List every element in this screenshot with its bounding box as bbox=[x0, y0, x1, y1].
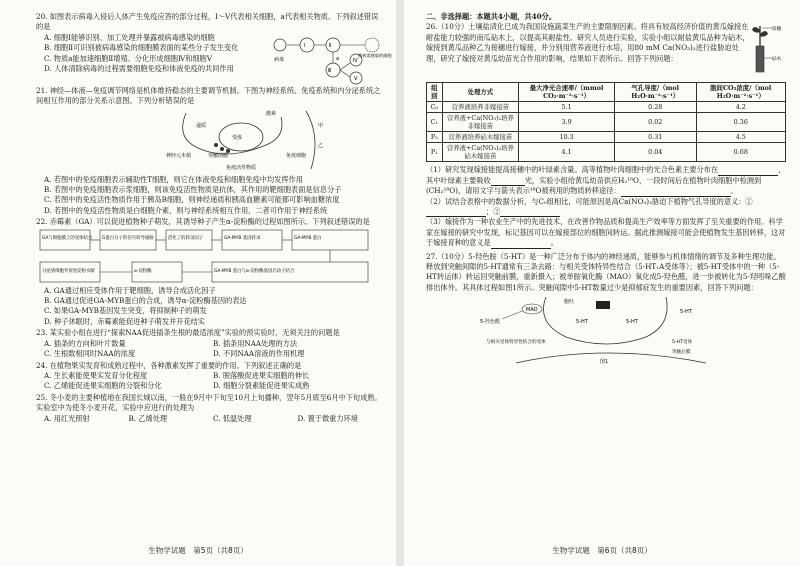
q24-stem: 24. 在植物果实发育和成熟过程中，各种激素发挥了重要的作用。下列叙述正确的是 bbox=[36, 360, 302, 370]
page-gutter bbox=[396, 0, 404, 566]
q27-stem: 27.（10分）5-羟色胺（5-HT）是一种广泛分布于体内的神经递质，能够参与机体情绪的调节及多种生理功能。释放到突触间隙的5-HT通常有三条去路：与相关受体特异性结合（5-HT₁A受体等）；被5-HT受体中的一种（5-HT转运体）转运回突触前膜，重新摄入；被单胺氧化酶（MAO）氧化成5-羟色醛，进一步被转化为5-羟吲哚乙酸排出体外。其具体过程如图1所示。突触间隙中5-HT数量过少是抑郁症发生的重要因素，回答下列问题： bbox=[426, 251, 786, 292]
table-cell: 0.02 bbox=[614, 113, 696, 132]
q20-stem: 20. 如图表示病毒入侵后人体产生免疫应答的部分过程，Ⅰ～Ⅴ代表相关细胞，a代表相关物质。下列叙述错误的是 bbox=[36, 12, 379, 32]
q24-option-d: D. 细胞分裂素能促进果实成熟 bbox=[213, 381, 310, 391]
table-cell: C₁ bbox=[427, 113, 443, 132]
table-cell: 10.3 bbox=[519, 132, 615, 143]
q26-part-3 bbox=[426, 217, 786, 248]
q20-label-a: a bbox=[336, 55, 340, 62]
q27-label-receptor: 5-HT受体 bbox=[672, 340, 693, 346]
section-heading: 二、非选择题：本题共4小题，共40分。 bbox=[426, 12, 557, 21]
q23-option-c: C. 生根数相同时NAA的浓度 bbox=[44, 349, 136, 359]
question-23 bbox=[36, 328, 382, 359]
q27-label-product: 5-羟色醛 bbox=[480, 319, 500, 326]
table-row bbox=[427, 132, 786, 143]
left-column bbox=[36, 12, 392, 425]
right-page bbox=[404, 0, 800, 566]
q20-option-a: A. 细胞Ⅰ能够识别、加工处理并暴露被病毒感染的细胞 bbox=[44, 32, 215, 42]
q27-label-release: 胞吐 bbox=[564, 299, 575, 306]
q26-col-co2: 胞间CO₂浓度/（mol H₂O·m⁻²·s⁻¹） bbox=[696, 83, 785, 102]
q27-synapse-diagram bbox=[476, 293, 736, 365]
table-cell: 0.68 bbox=[696, 143, 785, 162]
question-22 bbox=[36, 217, 382, 327]
q22-box-5: GA-MYB 蛋白与α-淀粉酶基因启动子结合 bbox=[214, 268, 295, 274]
question-26 bbox=[426, 22, 786, 248]
answer-blank[interactable] bbox=[426, 209, 486, 217]
q27-label-5ht-3: 5-HT bbox=[680, 309, 692, 316]
q24-option-a: A. 生长素能使果实发育分化程度 bbox=[44, 370, 148, 380]
q21-option-c: C. 若图中的免疫活性物质作用于胰岛B细胞，则神经递质和胰高血糖素可能都可影响血糖浓度 bbox=[44, 195, 340, 205]
q26-col-treatment: 处理方式 bbox=[442, 83, 519, 102]
q21-label-cytokine: 免疫活性物质 bbox=[226, 164, 257, 171]
table-cell: 5.1 bbox=[519, 102, 615, 113]
table-cell: 营养液+Ca(NO₃)₂培养砧木嫁接苗 bbox=[442, 143, 519, 162]
q21-label-immune-cell: 免疫细胞 bbox=[286, 152, 307, 159]
q26-label-rootstock: 砧木 bbox=[772, 57, 782, 63]
answer-blank[interactable] bbox=[718, 168, 778, 176]
q26-label-scion: 接穗 bbox=[772, 27, 782, 33]
answer-blank[interactable] bbox=[621, 189, 731, 197]
q22-box-6: 分泌到细胞外促进淀粉水解 bbox=[42, 268, 95, 274]
q22-box-2: G蛋白分子的信号转导通路 bbox=[102, 235, 154, 241]
q25-option-b: B. 乙烯处理 bbox=[128, 413, 168, 423]
q25-option-d: D. 置于微重力环境 bbox=[297, 413, 358, 423]
q21-label-hormone: 激素 bbox=[266, 110, 277, 117]
q20-option-c: C. 物质a能加速细胞Ⅱ增殖、分化形成细胞Ⅳ和细胞Ⅴ bbox=[44, 53, 212, 63]
table-cell: P₀ bbox=[427, 132, 443, 143]
q24-option-c: C. 乙烯能促进果实细胞的分裂和分化 bbox=[44, 381, 162, 391]
q20-label-ii: Ⅱ bbox=[329, 42, 332, 49]
q22-option-d: D. 种子休眠时，赤霉素能促进种子萌发并开花结实 bbox=[44, 316, 206, 326]
q22-box-8: GA-MYB 蛋白 bbox=[294, 235, 322, 241]
q25-option-a: A. 用红光照射 bbox=[44, 413, 90, 423]
q27-figure-caption: 图1 bbox=[600, 359, 609, 366]
table-cell: P₁ bbox=[427, 143, 443, 162]
q22-box-7: α-淀粉酶 bbox=[134, 268, 152, 274]
q25-option-c: C. 低温处理 bbox=[213, 413, 252, 423]
q26-p1a: （1）研究发现嫁接能提高接穗中的叶绿素含量。高等植物叶肉细胞中的光合色素主要分布在 bbox=[426, 165, 719, 175]
q23-option-b: B. 插条用NAA处理的方法 bbox=[213, 338, 298, 348]
q27-label-postsynaptic: 突触后膜 bbox=[672, 350, 691, 356]
table-cell: 营养液+Ca(NO₃)₂培养非嫁接苗 bbox=[442, 113, 519, 132]
q21-option-d: D. 若图中的免疫活性物质是白细胞介素，则与神经系统相互作用，二者可作用于神经系统 bbox=[44, 205, 328, 215]
q21-stem: 21. 神经—体液—免疫调节网络是机体维持稳态的主要调节机制。下图为神经系统、免疫系统和内分泌系统之间相互作用的部分关系示意图。下列分析错误的是 bbox=[36, 85, 381, 106]
q20-label-iv: Ⅳ bbox=[353, 57, 358, 64]
q22-stem: 22. 赤霉素（GA）可以促进植物种子萌发，其诱导种子产生α-淀粉酶的过程如图所示。下列叙述错误的是 bbox=[36, 217, 370, 227]
table-cell: 营养液培养砧木嫁接苗 bbox=[442, 132, 519, 143]
q24-option-b: B. 脱落酸促进果实细胞的伸长 bbox=[213, 370, 310, 380]
q22-ga-pathway-diagram bbox=[36, 228, 376, 286]
q27-label-5ht-1: 5-HT bbox=[576, 319, 588, 326]
answer-blank[interactable] bbox=[500, 209, 560, 217]
q26-part-1 bbox=[426, 165, 786, 196]
q20-infected-cell bbox=[365, 38, 379, 52]
q26-p1d: 。 bbox=[730, 186, 738, 196]
q21-label-signal: 突触前膜 bbox=[208, 152, 229, 159]
left-page bbox=[0, 0, 396, 566]
q26-p2b: ；② bbox=[486, 207, 501, 217]
q21-label-transmitter: 递质 bbox=[196, 122, 207, 129]
table-cell: 0.28 bbox=[614, 102, 696, 113]
q21-label-receptor: 受体 bbox=[232, 134, 243, 141]
q20-cell-i bbox=[300, 38, 314, 52]
table-cell: 0.31 bbox=[614, 132, 696, 143]
table-cell: 0.36 bbox=[696, 113, 785, 132]
table-cell: 营养液培养非嫁接苗 bbox=[442, 102, 519, 113]
q26-p1b: ，其中叶绿素主要吸收 bbox=[426, 165, 786, 185]
q21-network-diagram bbox=[36, 107, 376, 175]
q26-col-group: 组别 bbox=[427, 83, 443, 102]
answer-blank[interactable] bbox=[491, 178, 525, 186]
table-row bbox=[427, 102, 786, 113]
table-cell: 3.9 bbox=[519, 113, 615, 132]
q26-stem: 26.（10分）土壤盐渍化已成为我国设施蔬菜生产的主要限制因素。将具有较高经济价值的黄瓜嫁接在耐盐能力较强的南瓜砧木上，以提高其耐盐性。研究人员进行实验，实验小组以耐盐黄瓜品种为砧木，嫁接到黄瓜品种乙为接穗进行嫁接，并分别用营养液进行水培，用80 mM Ca(NO₃)₂进行盐胁迫处理，研究了嫁接对黄瓜幼苗光合作用的影响，结果如下表所示。回答下列问题： bbox=[426, 22, 750, 63]
q21-label-nerve: 神经元末梢 bbox=[166, 152, 192, 159]
q20-option-d: D. 人体清除病毒的过程需要细胞免疫和体液免疫的共同作用 bbox=[44, 64, 234, 74]
q26-part-2 bbox=[426, 197, 786, 218]
question-27 bbox=[426, 252, 786, 366]
q26-p2: （2）试结合表格中的数据分析，与C₀组相比，可能原因是高Ca(NO₃)₂胁迫下植物气孔导度的意义：① bbox=[426, 196, 753, 206]
question-25 bbox=[36, 393, 382, 424]
q27-label-transporter: 与相关受体特异性结合的受体 bbox=[486, 340, 546, 346]
q20-label-v: Ⅴ bbox=[354, 75, 358, 82]
table-row bbox=[427, 143, 786, 162]
q22-option-c: C. 如果GA-MYB基因发生突变，将抑制种子的萌发 bbox=[44, 306, 207, 316]
q20-virus-icon bbox=[274, 39, 286, 51]
q26-col-stomatal: 气孔导度/（mol H₂O·m⁻²·s⁻¹） bbox=[614, 83, 696, 102]
q26-data-table bbox=[426, 82, 786, 162]
q22-option-b: B. GA通过促进GA-MYB蛋白的合成，诱导α-淀粉酶基因的表达 bbox=[44, 296, 247, 306]
q26-table-header-row bbox=[427, 83, 786, 102]
q27-label-mao: MAO bbox=[526, 307, 538, 314]
right-page-footer: 生物学试题 第6页（共8页） bbox=[552, 546, 652, 555]
q20-label-infected: 被病毒感染的细胞 bbox=[358, 52, 392, 58]
q26-p3b: 。 bbox=[550, 238, 558, 248]
q27-label-5ht-2: 5-HT bbox=[626, 319, 638, 326]
q20-label-virus: 病毒 bbox=[274, 56, 285, 63]
q23-option-d: D. 不同NAA溶液的作用机理 bbox=[213, 349, 305, 359]
q20-immune-diagram bbox=[270, 33, 392, 85]
question-24 bbox=[36, 361, 382, 392]
question-21 bbox=[36, 86, 382, 216]
question-20 bbox=[36, 12, 392, 85]
q23-option-a: A. 插条的方向和叶片数量 bbox=[44, 338, 126, 348]
q26-graft-diagram bbox=[750, 22, 786, 80]
table-cell: 4.5 bbox=[696, 132, 785, 143]
q25-stem: 25. 冬小麦的主要种植地在我国长城以南，一般在9月中下旬至10月上旬播种，翌年5月底至6月中下旬成熟。实验室中为使冬小麦开花，实验中应进行的处理为 bbox=[36, 392, 382, 413]
q23-stem: 23. 某实验小组在进行“探索NAA促进插条生根的最适浓度”实验的预实验时，无须关注的问题是 bbox=[36, 328, 340, 338]
q22-box-1: GA与细胞膜上的受体结合 bbox=[42, 235, 93, 241]
left-page-footer: 生物学试题 第5页（共8页） bbox=[148, 546, 248, 555]
table-cell: C₀ bbox=[427, 102, 443, 113]
q22-box-4: GA-MYB 基因转录 bbox=[224, 235, 261, 241]
q21-option-a: A. 若图中的免疫细胞表示辅助性T细胞，则它在体液免疫和细胞免疫中均发挥作用 bbox=[44, 174, 303, 184]
q27-vesicle bbox=[596, 301, 610, 309]
q21-label-1: 甲 bbox=[318, 122, 324, 129]
q20-option-b: B. 细胞Ⅱ可识别被病毒感染的细胞膜表面的某些分子发生变化 bbox=[44, 43, 239, 53]
q26-p1c: 光，实验小组给黄瓜幼苗供应H₂¹⁸O，一段时间后在植物叶肉细胞中检测到(CH₂¹⁸O)，请用文字与箭头表示¹⁸O被利用的物质转移途径： bbox=[426, 175, 762, 196]
q22-option-a: A. GA通过相应受体作用于靶细胞，诱导合成活化因子 bbox=[44, 285, 216, 295]
q20-label-iii: Ⅲ bbox=[328, 67, 332, 74]
answer-blank[interactable] bbox=[491, 241, 551, 249]
q21-option-b: B. 若图中的免疫细胞表示浆细胞，则该免疫活性物质是抗体，其作用的靶细胞表面是信息分子 bbox=[44, 185, 342, 195]
q21-label-2: 乙 bbox=[318, 142, 324, 149]
table-cell: 4.1 bbox=[519, 143, 615, 162]
table-cell: 0.04 bbox=[614, 143, 696, 162]
q20-label-i: Ⅰ bbox=[304, 42, 306, 49]
q26-p3: （3）嫁接作为一种农业生产中的先进技术，在改善作物品质和提高生产效率等方面发挥了至关重要的作用。科学家在嫁接的研究中发现，标记基因可以在嫁接部位的细胞间转运。据此推测嫁接可能会使植物发生基因转移，这对于嫁接育种的意义是 bbox=[426, 217, 786, 248]
q22-box-3: 活化了的转录因子 bbox=[168, 235, 204, 241]
q26-col-photosynthesis: 最大净光合速率/（mmol CO₂·m⁻²·s⁻¹） bbox=[519, 83, 615, 102]
right-column bbox=[426, 12, 786, 366]
table-row bbox=[427, 113, 786, 132]
table-cell: 4.2 bbox=[696, 102, 785, 113]
